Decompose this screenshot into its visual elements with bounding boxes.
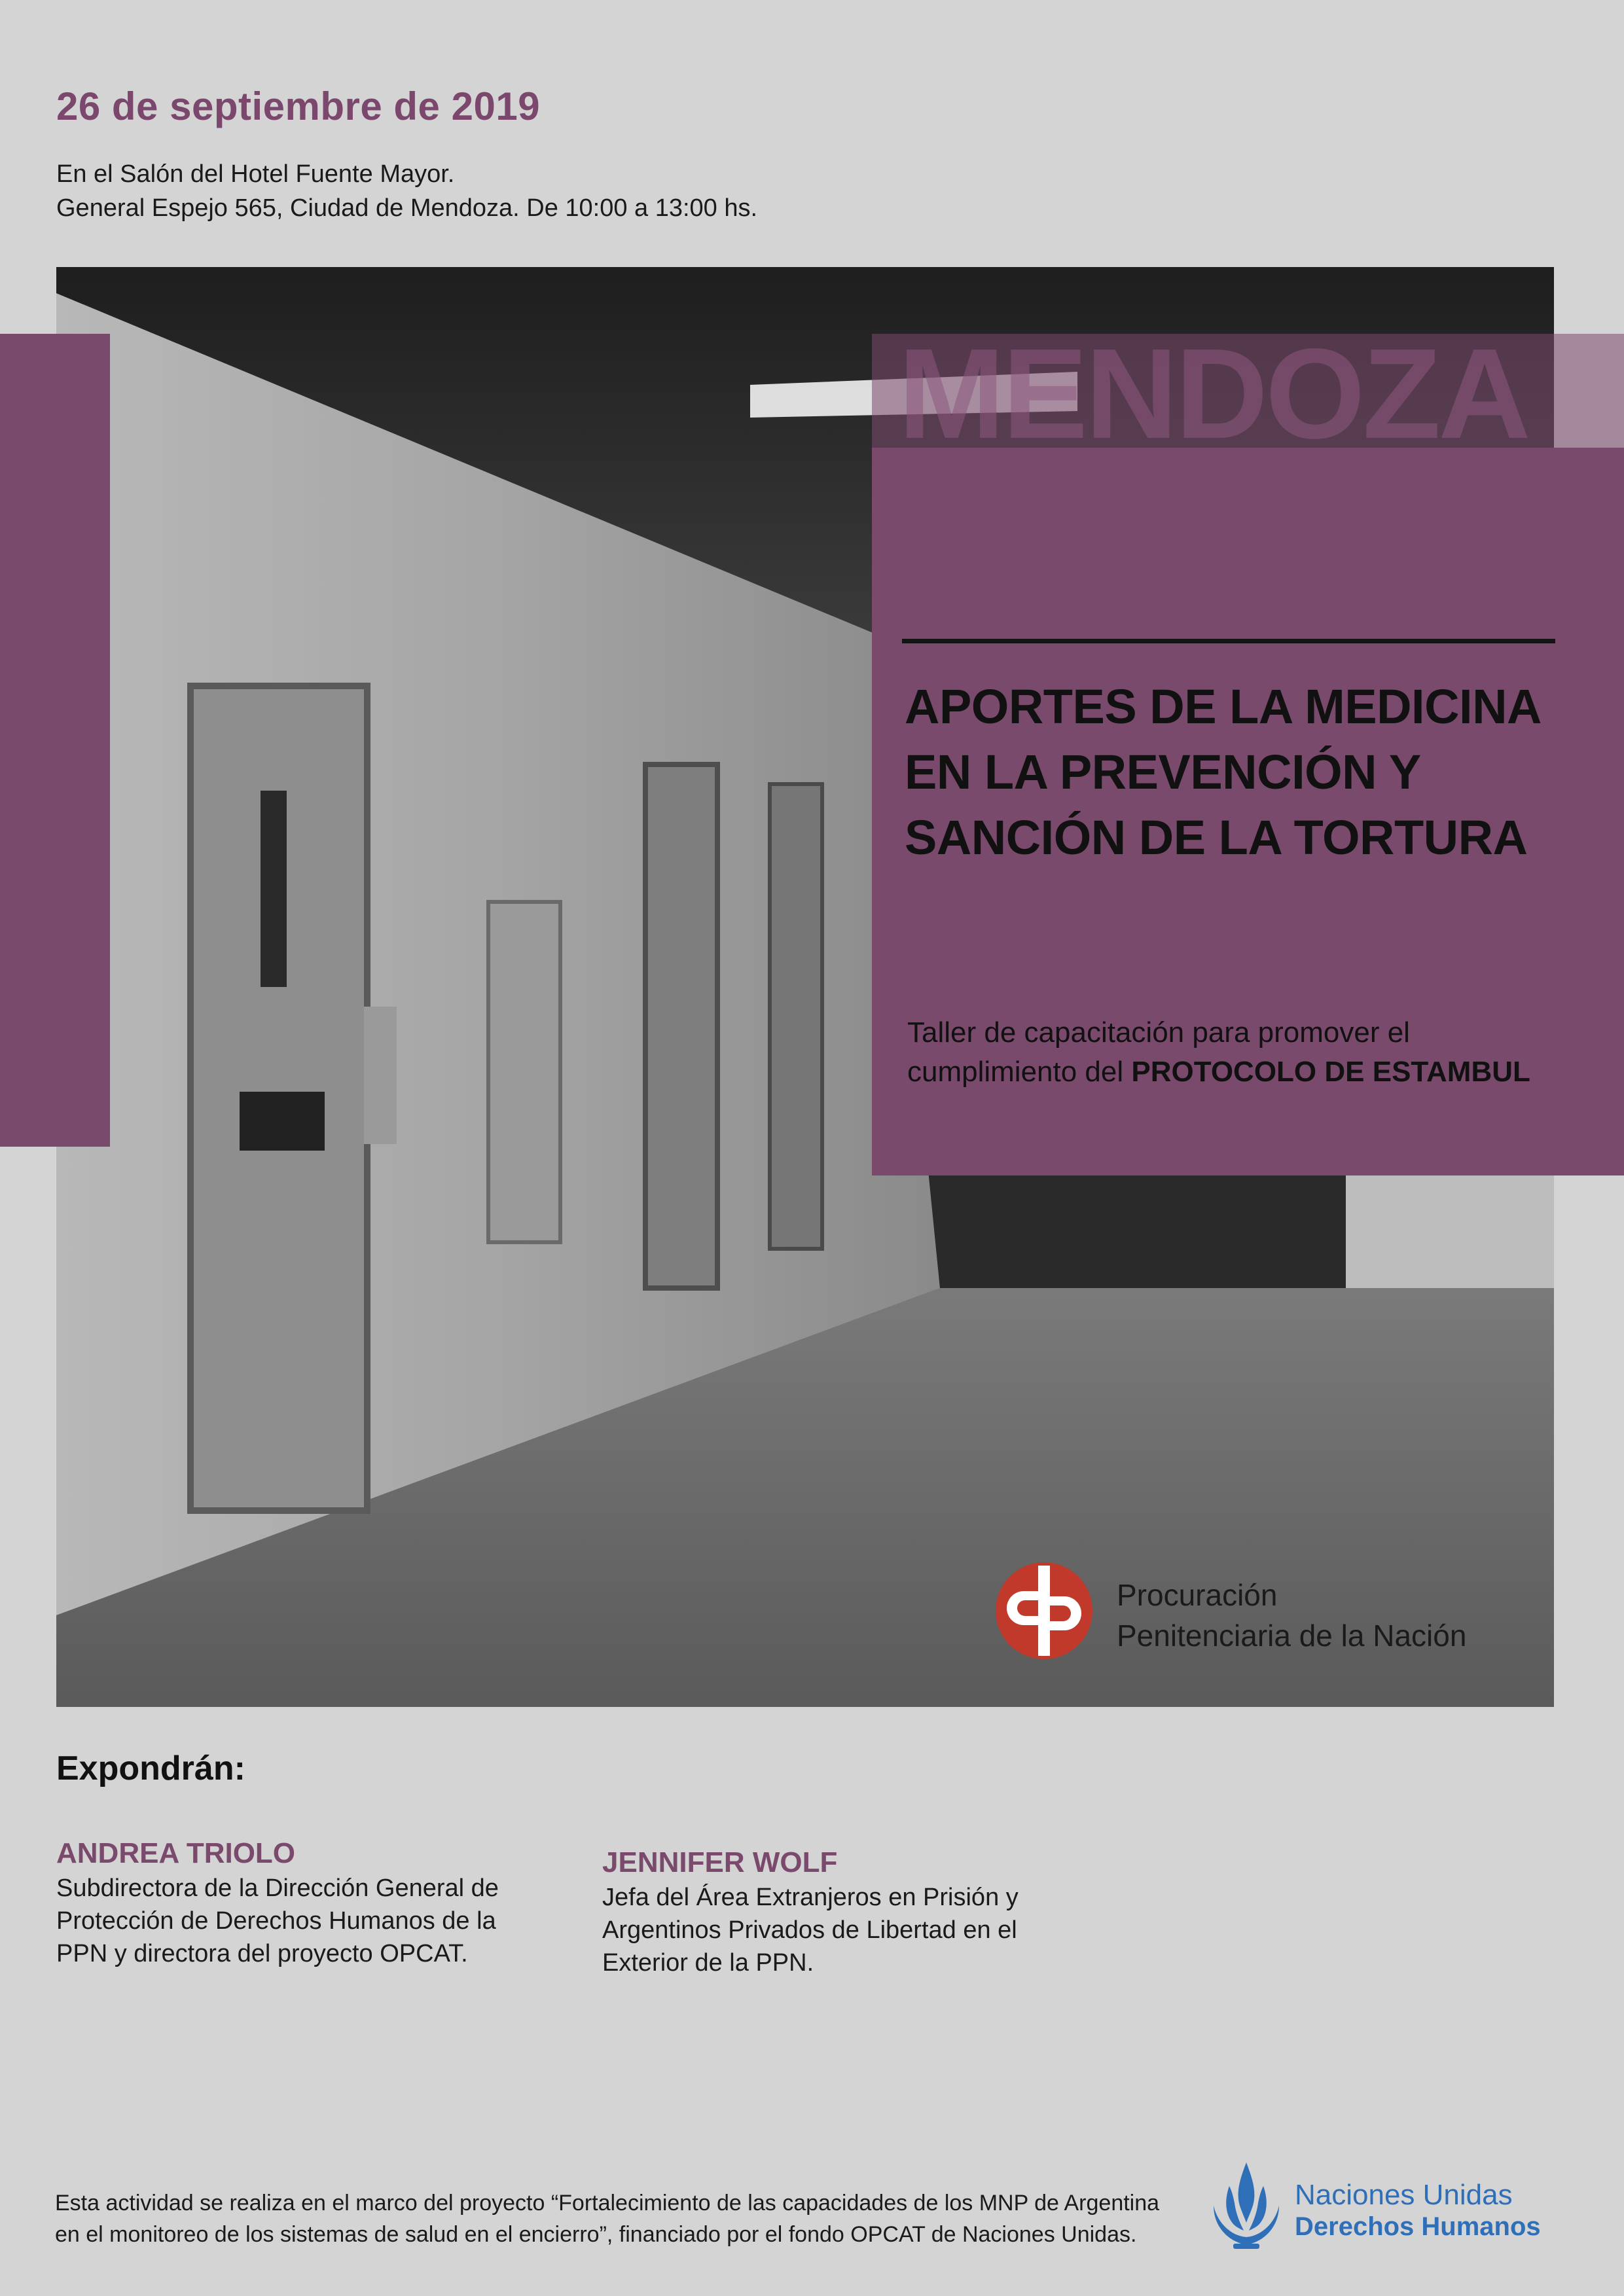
ppn-logo-icon xyxy=(995,1562,1093,1660)
title-divider xyxy=(902,639,1555,643)
city-watermark: MENDOZA xyxy=(898,334,1528,448)
subtitle-line-2 xyxy=(907,1052,1614,1092)
speaker-role xyxy=(56,1872,499,1970)
organizer-line-1: Procuración xyxy=(1117,1578,1278,1612)
speakers-heading: Expondrán: xyxy=(56,1749,245,1787)
funding-note xyxy=(55,2187,1159,2250)
decorative-left-band xyxy=(0,334,110,1147)
un-line-1: Naciones Unidas xyxy=(1295,2179,1513,2211)
funding-note-line-1: Esta actividad se realiza en el marco del proyecto “Fortalecimiento de las capacidades de los MNP de Argentina xyxy=(55,2191,1160,2215)
protocol-name: PROTOCOLO DE ESTAMBUL xyxy=(1131,1056,1530,1088)
event-date: 26 de septiembre de 2019 xyxy=(56,84,541,128)
speaker-role-line: Exterior de la PPN. xyxy=(602,1949,814,1977)
venue-line-2: General Espejo 565, Ciudad de Mendoza. De 10:00 a 13:00 hs. xyxy=(56,194,758,222)
speaker-name: JENNIFER WOLF xyxy=(602,1846,838,1878)
organizer-name xyxy=(1117,1575,1466,1656)
un-line-2: Derechos Humanos xyxy=(1295,2212,1541,2241)
title-line-1: APORTES DE LA MEDICINA xyxy=(905,679,1542,734)
subtitle-line-2-prefix: cumplimiento del xyxy=(907,1056,1124,1088)
speaker-role xyxy=(602,1881,1019,1979)
speaker-role-line: Argentinos Privados de Libertad en el xyxy=(602,1916,1017,1944)
venue-info xyxy=(56,157,757,225)
speaker-role-line: Subdirectora de la Dirección General de xyxy=(56,1874,499,1902)
event-subtitle xyxy=(907,1013,1614,1092)
speaker-role-line: Protección de Derechos Humanos de la xyxy=(56,1907,496,1935)
organizer-line-2: Penitenciaria de la Nación xyxy=(1117,1619,1467,1653)
funding-note-line-2: en el monitoreo de los sistemas de salud en el encierro”, financiado por el fondo OPCAT de Naciones Unidas. xyxy=(55,2222,1137,2247)
speaker-card xyxy=(56,1835,499,1970)
city-watermark-band xyxy=(872,334,1624,448)
speaker-role-line: Jefa del Área Extranjeros en Prisión y xyxy=(602,1884,1019,1911)
speaker-card xyxy=(602,1844,1019,1979)
venue-line-1: En el Salón del Hotel Fuente Mayor. xyxy=(56,160,455,188)
un-human-rights-label xyxy=(1295,2179,1541,2242)
title-line-3: SANCIÓN DE LA TORTURA xyxy=(905,810,1528,865)
speaker-role-line: PPN y directora del proyecto OPCAT. xyxy=(56,1940,468,1967)
event-title xyxy=(905,674,1598,870)
un-emblem-icon xyxy=(1207,2160,1286,2251)
subtitle-line-1: Taller de capacitación para promover el xyxy=(907,1016,1410,1049)
title-line-2: EN LA PREVENCIÓN Y xyxy=(905,745,1421,799)
speaker-name: ANDREA TRIOLO xyxy=(56,1837,296,1869)
